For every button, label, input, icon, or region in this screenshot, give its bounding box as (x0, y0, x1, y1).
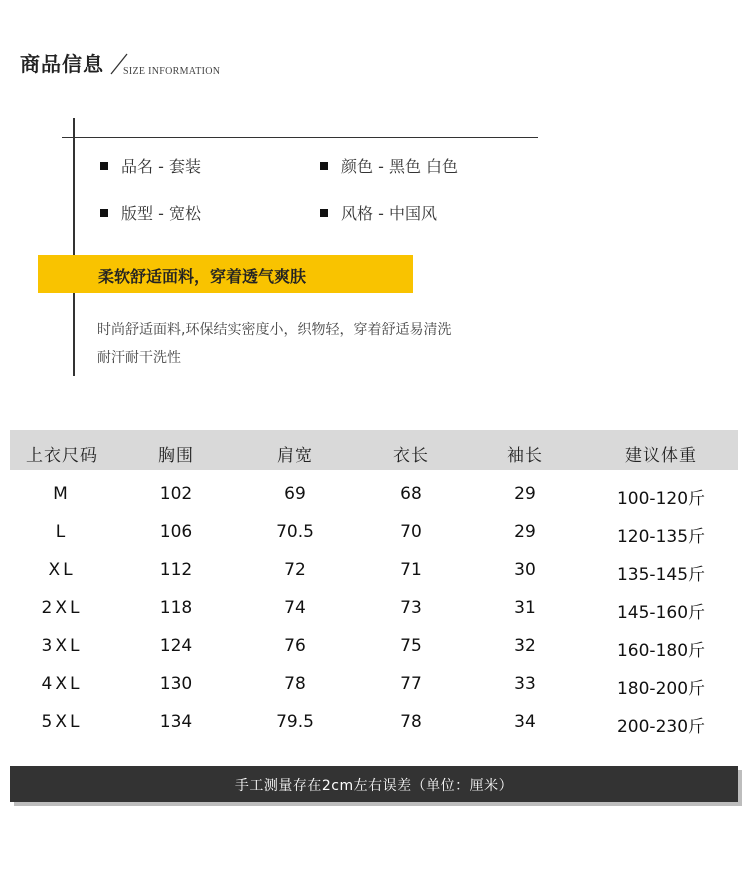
table-cell-chest: 124 (159, 636, 193, 656)
attribute-style (320, 201, 437, 224)
vertical-divider (73, 118, 75, 376)
table-cell-shoulder: 78 (284, 674, 306, 694)
table-cell-size: 4XL (41, 674, 83, 694)
table-cell-size: L (55, 522, 69, 542)
table-cell-chest: 106 (159, 522, 193, 542)
page-subtitle: SIZE INFORMATION (123, 66, 221, 77)
table-cell-sleeve: 29 (514, 522, 536, 542)
attribute-label: 品名 - 套装 (121, 157, 201, 176)
description-line: 时尚舒适面料,环保结实密度小，织物轻，穿着舒适易清洗 (97, 322, 452, 338)
table-cell-sleeve: 34 (514, 712, 536, 732)
table-cell-chest: 130 (159, 674, 193, 694)
description (97, 316, 517, 372)
table-cell-size: M (53, 484, 71, 504)
table-cell-length: 78 (400, 712, 422, 732)
table-cell-weight: 120-135斤 (616, 527, 706, 547)
table-cell-weight: 145-160斤 (616, 603, 706, 623)
horizontal-divider (62, 137, 538, 138)
table-cell-chest: 112 (159, 560, 193, 580)
table-cell-shoulder: 76 (284, 636, 306, 656)
table-header-shoulder: 肩宽 (277, 446, 313, 466)
bullet-square-icon (100, 209, 108, 217)
table-cell-length: 75 (400, 636, 422, 656)
attribute-label: 版型 - 宽松 (121, 204, 201, 223)
table-cell-shoulder: 70.5 (276, 522, 314, 542)
table-cell-chest: 102 (159, 484, 193, 504)
table-cell-sleeve: 33 (514, 674, 536, 694)
attribute-label: 颜色 - 黑色 白色 (341, 157, 459, 176)
table-cell-length: 73 (400, 598, 422, 618)
table-cell-length: 70 (400, 522, 422, 542)
table-header-length: 衣长 (393, 446, 429, 466)
table-cell-chest: 134 (159, 712, 193, 732)
table-cell-chest: 118 (159, 598, 193, 618)
table-cell-weight: 180-200斤 (616, 679, 706, 699)
table-header-size: 上衣尺码 (26, 446, 98, 466)
table-cell-weight: 135-145斤 (616, 565, 706, 585)
table-header-sleeve: 袖长 (507, 446, 543, 466)
page-title: 商品信息 (20, 52, 104, 76)
table-cell-sleeve: 29 (514, 484, 536, 504)
table-cell-size: 5XL (41, 712, 83, 732)
description-line: 耐汗耐干洗性 (97, 350, 181, 366)
table-cell-size: 2XL (41, 598, 83, 618)
attribute-name (100, 154, 201, 177)
table-header-chest: 胸围 (158, 446, 194, 466)
table-cell-sleeve: 30 (514, 560, 536, 580)
table-cell-length: 68 (400, 484, 422, 504)
table-cell-weight: 100-120斤 (616, 489, 706, 509)
footer-note: 手工测量存在2cm左右误差（单位：厘米） (234, 778, 514, 794)
table-cell-shoulder: 72 (284, 560, 306, 580)
table-cell-shoulder: 74 (284, 598, 306, 618)
table-cell-weight: 160-180斤 (616, 641, 706, 661)
table-cell-shoulder: 79.5 (276, 712, 314, 732)
table-cell-shoulder: 69 (284, 484, 306, 504)
attribute-fit (100, 201, 201, 224)
table-cell-sleeve: 31 (514, 598, 536, 618)
highlight-text: 柔软舒适面料，穿着透气爽肤 (98, 267, 307, 286)
table-cell-sleeve: 32 (514, 636, 536, 656)
bullet-square-icon (320, 162, 328, 170)
table-cell-weight: 200-230斤 (616, 717, 706, 737)
table-cell-size: 3XL (41, 636, 83, 656)
table-cell-size: XL (48, 560, 76, 580)
table-header-weight: 建议体重 (625, 446, 697, 466)
attribute-label: 风格 - 中国风 (341, 204, 437, 223)
bullet-square-icon (100, 162, 108, 170)
table-cell-length: 71 (400, 560, 422, 580)
table-cell-length: 77 (400, 674, 422, 694)
attribute-color (320, 154, 458, 177)
bullet-square-icon (320, 209, 328, 217)
